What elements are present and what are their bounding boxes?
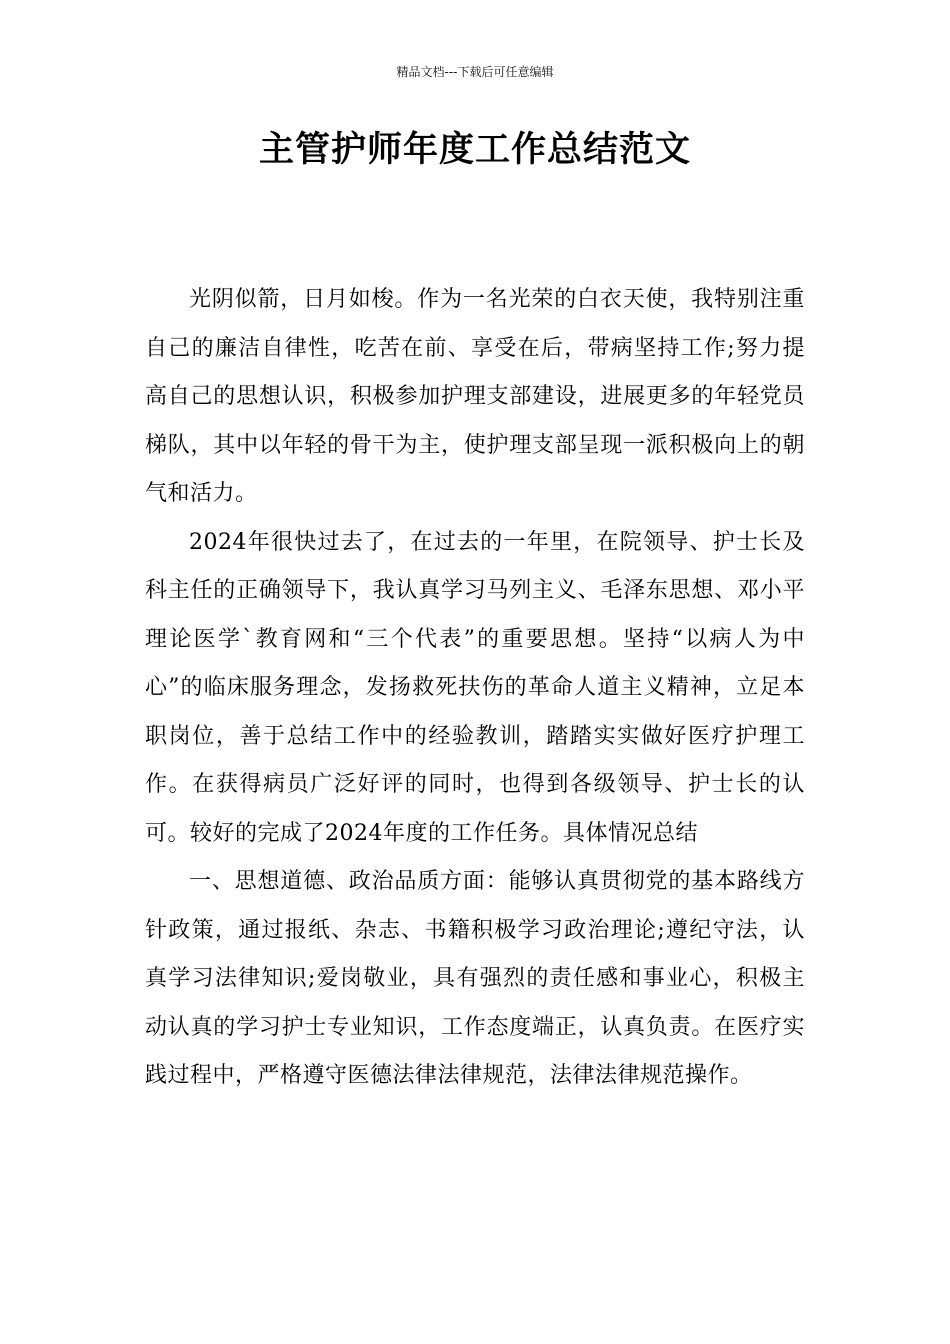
paragraph-year-summary: 2024年很快过去了，在过去的一年里，在院领导、护士长及科主任的正确领导下，我认真学习马列主义、毛泽东思想、邓小平理论医学`教育网和“三个代表”的重要思想。坚持“以病人为中心”的临床服务理念，发扬救死扶伤的革命人道主义精神，立足本职岗位，善于总结工作中的经验教训，踏踏实实做好医疗护理工作。在获得病员广泛好评的同时，也得到各级领导、护士长的认可。较好的完成了2024年度的工作任务。具体情况总结	[145, 529, 805, 846]
page-header	[0, 64, 950, 80]
paragraph-section-one: 一、思想道德、政治品质方面：能够认真贯彻党的基本路线方针政策，通过报纸、杂志、书籍积极学习政治理论;遵纪守法，认真学习法律知识;爱岗敬业，具有强烈的责任感和事业心，积极主动认真的学习护士专业知识，工作态度端正，认真负责。在医疗实践过程中，严格遵守医德法律法律规范，法律法律规范操作。	[145, 869, 805, 1088]
header-watermark-text: 精品文档---下载后可任意编辑	[396, 65, 554, 79]
document-title: 主管护师年度工作总结范文	[258, 130, 691, 170]
document-body	[145, 276, 805, 1101]
paragraph-intro: 光阴似箭，日月如梭。作为一名光荣的白衣天使，我特别注重自己的廉洁自律性，吃苦在前、享受在后，带病坚持工作;努力提高自己的思想认识，积极参加护理支部建设，进展更多的年轻党员梯队，其中以年轻的骨干为主，使护理支部呈现一派积极向上的朝气和活力。	[145, 287, 805, 506]
